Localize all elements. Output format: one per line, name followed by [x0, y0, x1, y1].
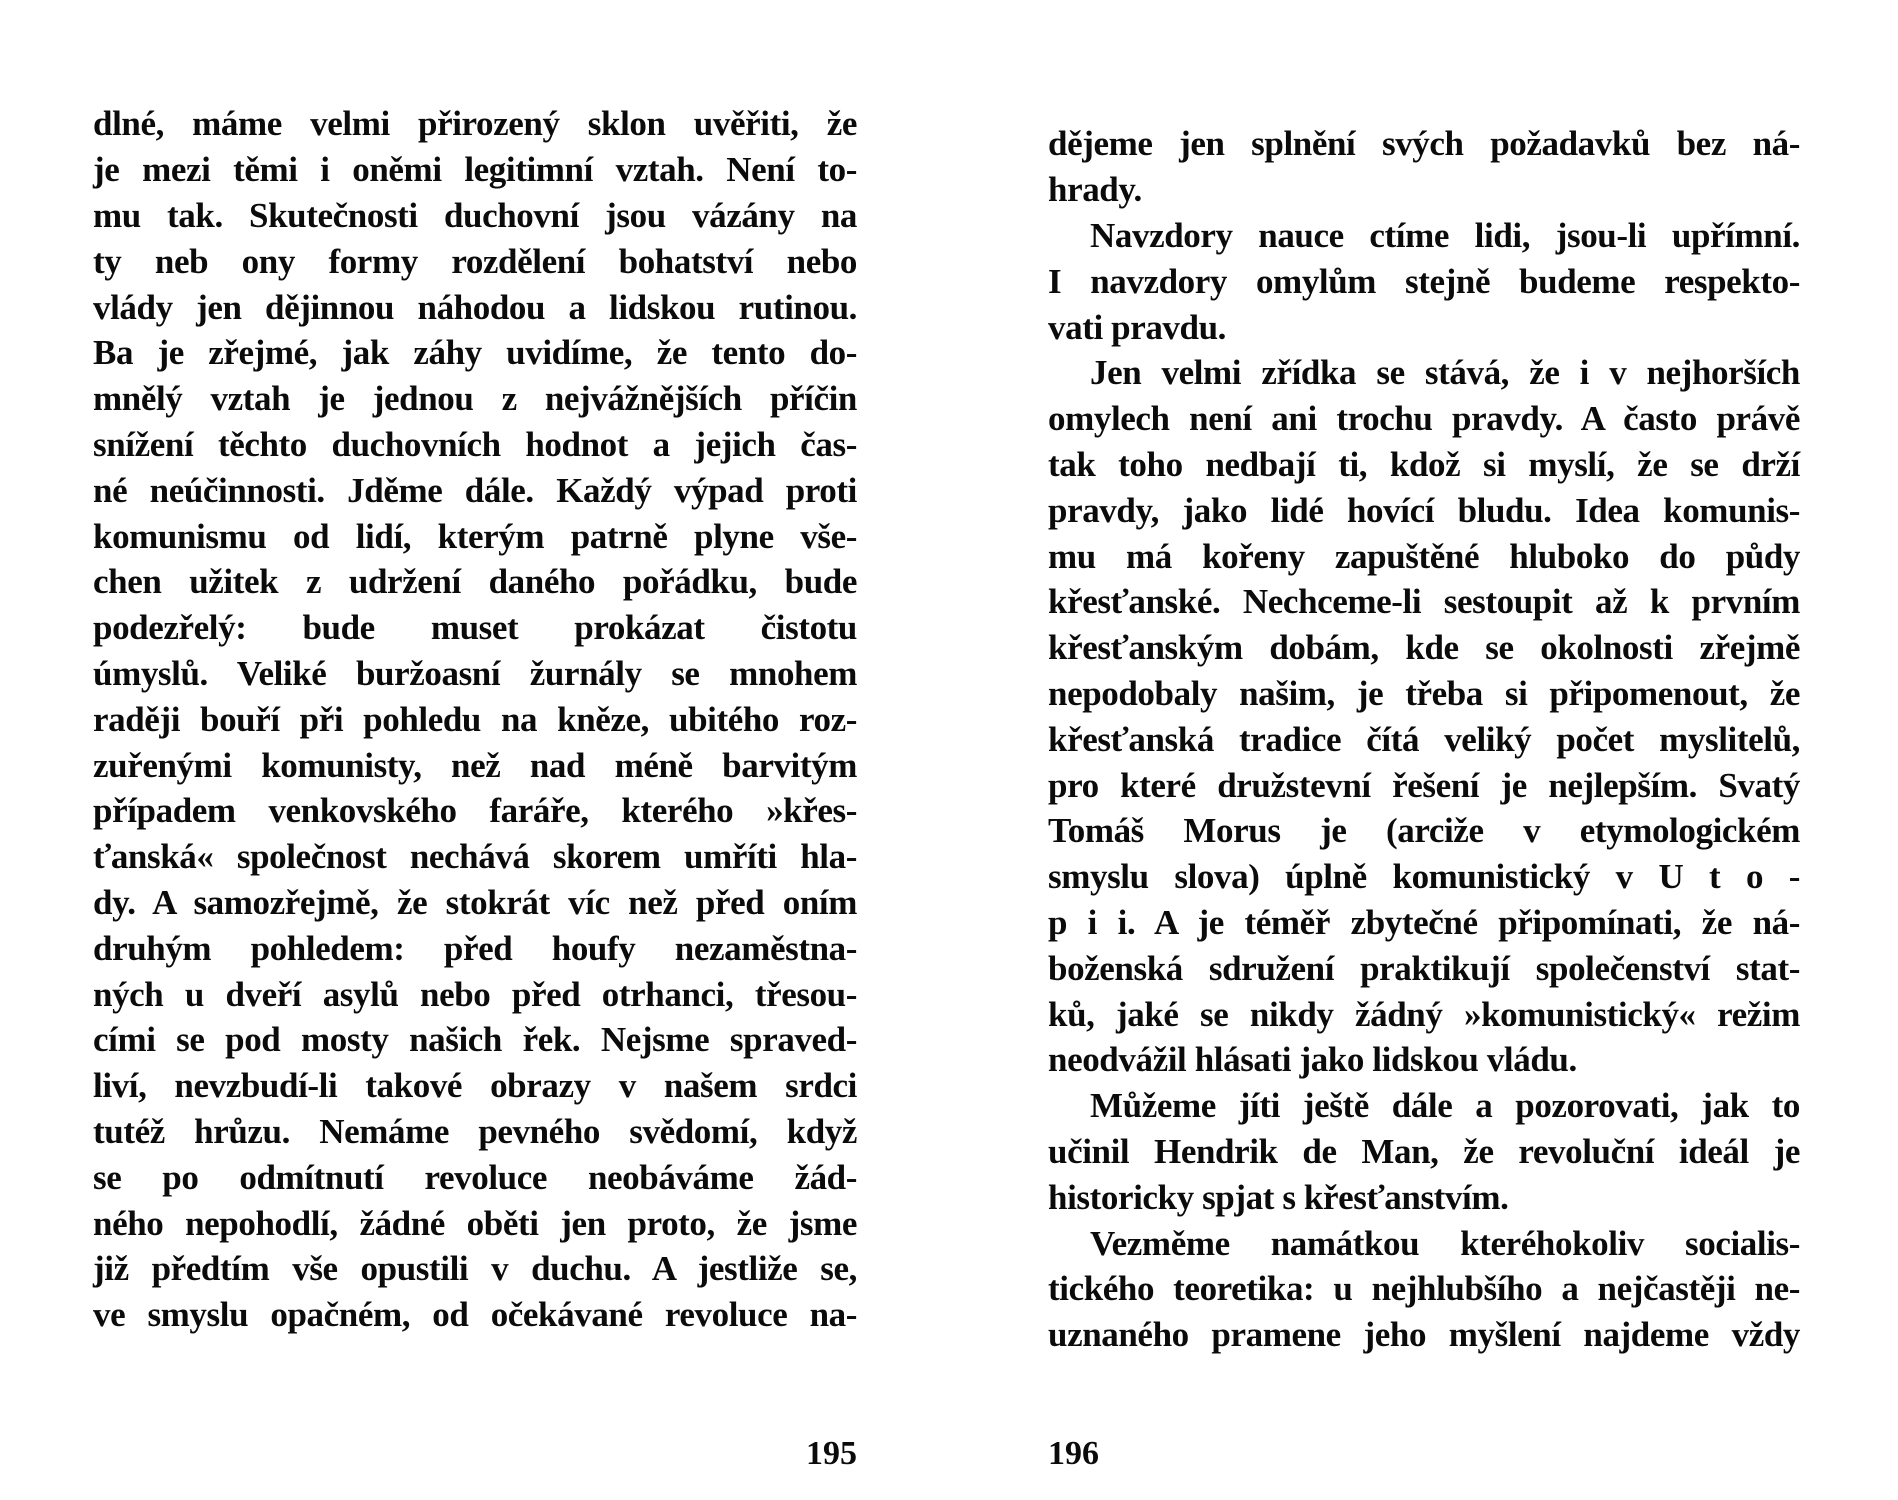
text-line: Tomáš Morus je (arciže v etymologickém [1048, 811, 1800, 850]
text-line: křesťanské. Nechceme-li sestoupit až k prvním [1048, 582, 1800, 621]
text-line: ného nepohodlí, žádné oběti jen proto, že jsme [93, 1204, 857, 1243]
text-line: nepodobaly našim, je třeba si připomenout, že [1048, 674, 1800, 713]
text-line: zuřenými komunisty, než nad méně barvitým [93, 746, 857, 785]
text-line: komunismu od lidí, kterým patrně plyne vše- [93, 517, 857, 556]
text-line: uznaného pramene jeho myšlení najdeme vždy [1048, 1315, 1800, 1354]
text-line: mnělý vztah je jednou z nejvážnějších příčin [93, 379, 857, 418]
text-line: ťanská« společnost nechává skorem umříti hla- [93, 837, 857, 876]
text-line: ve smyslu opačném, od očekávané revoluce na- [93, 1295, 857, 1334]
text-line: dlné, máme velmi přirozený sklon uvěřiti, že [93, 104, 857, 143]
text-line: p i i. A je téměř zbytečné připomínati, že ná- [1048, 903, 1800, 942]
text-line: tak toho nedbají ti, kdož si myslí, že se drží [1048, 445, 1800, 484]
paragraph-start-line: Jen velmi zřídka se stává, že i v nejhorších [1090, 353, 1800, 392]
page-number: 195 [806, 1435, 857, 1472]
text-line: ty neb ony formy rozdělení bohatství nebo [93, 242, 857, 281]
text-line: Ba je zřejmé, jak záhy uvidíme, že tento do- [93, 333, 857, 372]
text-line: smyslu slova) úplně komunistický v U t o - [1048, 857, 1800, 896]
text-line: druhým pohledem: před houfy nezaměstna- [93, 929, 857, 968]
text-line: hrady. [1048, 170, 1142, 209]
paragraph-start-line: Vezměme namátkou kteréhokoliv socialis- [1090, 1224, 1800, 1263]
text-line: neodvážil hlásati jako lidskou vládu. [1048, 1040, 1577, 1079]
text-line: křesťanská tradice čítá veliký počet myslitelů, [1048, 720, 1800, 759]
paragraph-start-line: Můžeme jíti ještě dále a pozorovati, jak to [1090, 1086, 1800, 1125]
text-line: tutéž hrůzu. Nemáme pevného svědomí, když [93, 1112, 857, 1151]
text-line: ků, jaké se nikdy žádný »komunistický« režim [1048, 995, 1800, 1034]
text-line: ných u dveří asylů nebo před otrhanci, třesou- [93, 975, 857, 1014]
left-page [93, 0, 857, 1500]
text-line: mu má kořeny zapuštěné hluboko do půdy [1048, 537, 1800, 576]
text-line: podezřelý: bude muset prokázat čistotu [93, 608, 857, 647]
text-line: je mezi těmi i oněmi legitimní vztah. Není to- [93, 150, 857, 189]
text-line: úmyslů. Veliké buržoasní žurnály se mnohem [93, 654, 857, 693]
text-line: boženská sdružení praktikují společenství stat- [1048, 949, 1800, 988]
text-line: cími se pod mosty našich řek. Nejsme spraved- [93, 1020, 857, 1059]
text-line: vlády jen dějinnou náhodou a lidskou rutinou. [93, 288, 857, 327]
text-line: vati pravdu. [1048, 308, 1227, 347]
text-line: tického teoretika: u nejhlubšího a nejčastěji ne- [1048, 1269, 1800, 1308]
text-line: chen užitek z udržení daného pořádku, bude [93, 562, 857, 601]
text-line: omylech není ani trochu pravdy. A často právě [1048, 399, 1800, 438]
text-line: raději bouří při pohledu na kněze, ubitého roz- [93, 700, 857, 739]
page-number: 196 [1048, 1435, 1099, 1472]
text-line: se po odmítnutí revoluce neobáváme žád- [93, 1158, 857, 1197]
text-line: I navzdory omylům stejně budeme respekto- [1048, 262, 1800, 301]
right-page [1048, 0, 1800, 1500]
text-line: dějeme jen splnění svých požadavků bez ná- [1048, 124, 1800, 163]
text-line: pro které družstevní řešení je nejlepším. Svatý [1048, 766, 1800, 805]
text-line: liví, nevzbudí-li takové obrazy v našem srdci [93, 1066, 857, 1105]
text-line: již předtím vše opustili v duchu. A jestliže se, [93, 1249, 857, 1288]
text-line: historicky spjat s křesťanstvím. [1048, 1178, 1509, 1217]
text-line: pravdy, jako lidé hovící bludu. Idea komunis- [1048, 491, 1800, 530]
text-line: né neúčinnosti. Jděme dále. Každý výpad proti [93, 471, 857, 510]
paragraph-start-line: Navzdory nauce ctíme lidi, jsou-li upřímní. [1090, 216, 1800, 255]
text-line: snížení těchto duchovních hodnot a jejich čas- [93, 425, 857, 464]
text-line: případem venkovského faráře, kterého »křes- [93, 791, 857, 830]
text-line: mu tak. Skutečnosti duchovní jsou vázány na [93, 196, 857, 235]
text-line: dy. A samozřejmě, že stokrát víc než před oním [93, 883, 857, 922]
text-line: křesťanským dobám, kde se okolnosti zřejmě [1048, 628, 1800, 667]
text-line: učinil Hendrik de Man, že revoluční ideál je [1048, 1132, 1800, 1171]
